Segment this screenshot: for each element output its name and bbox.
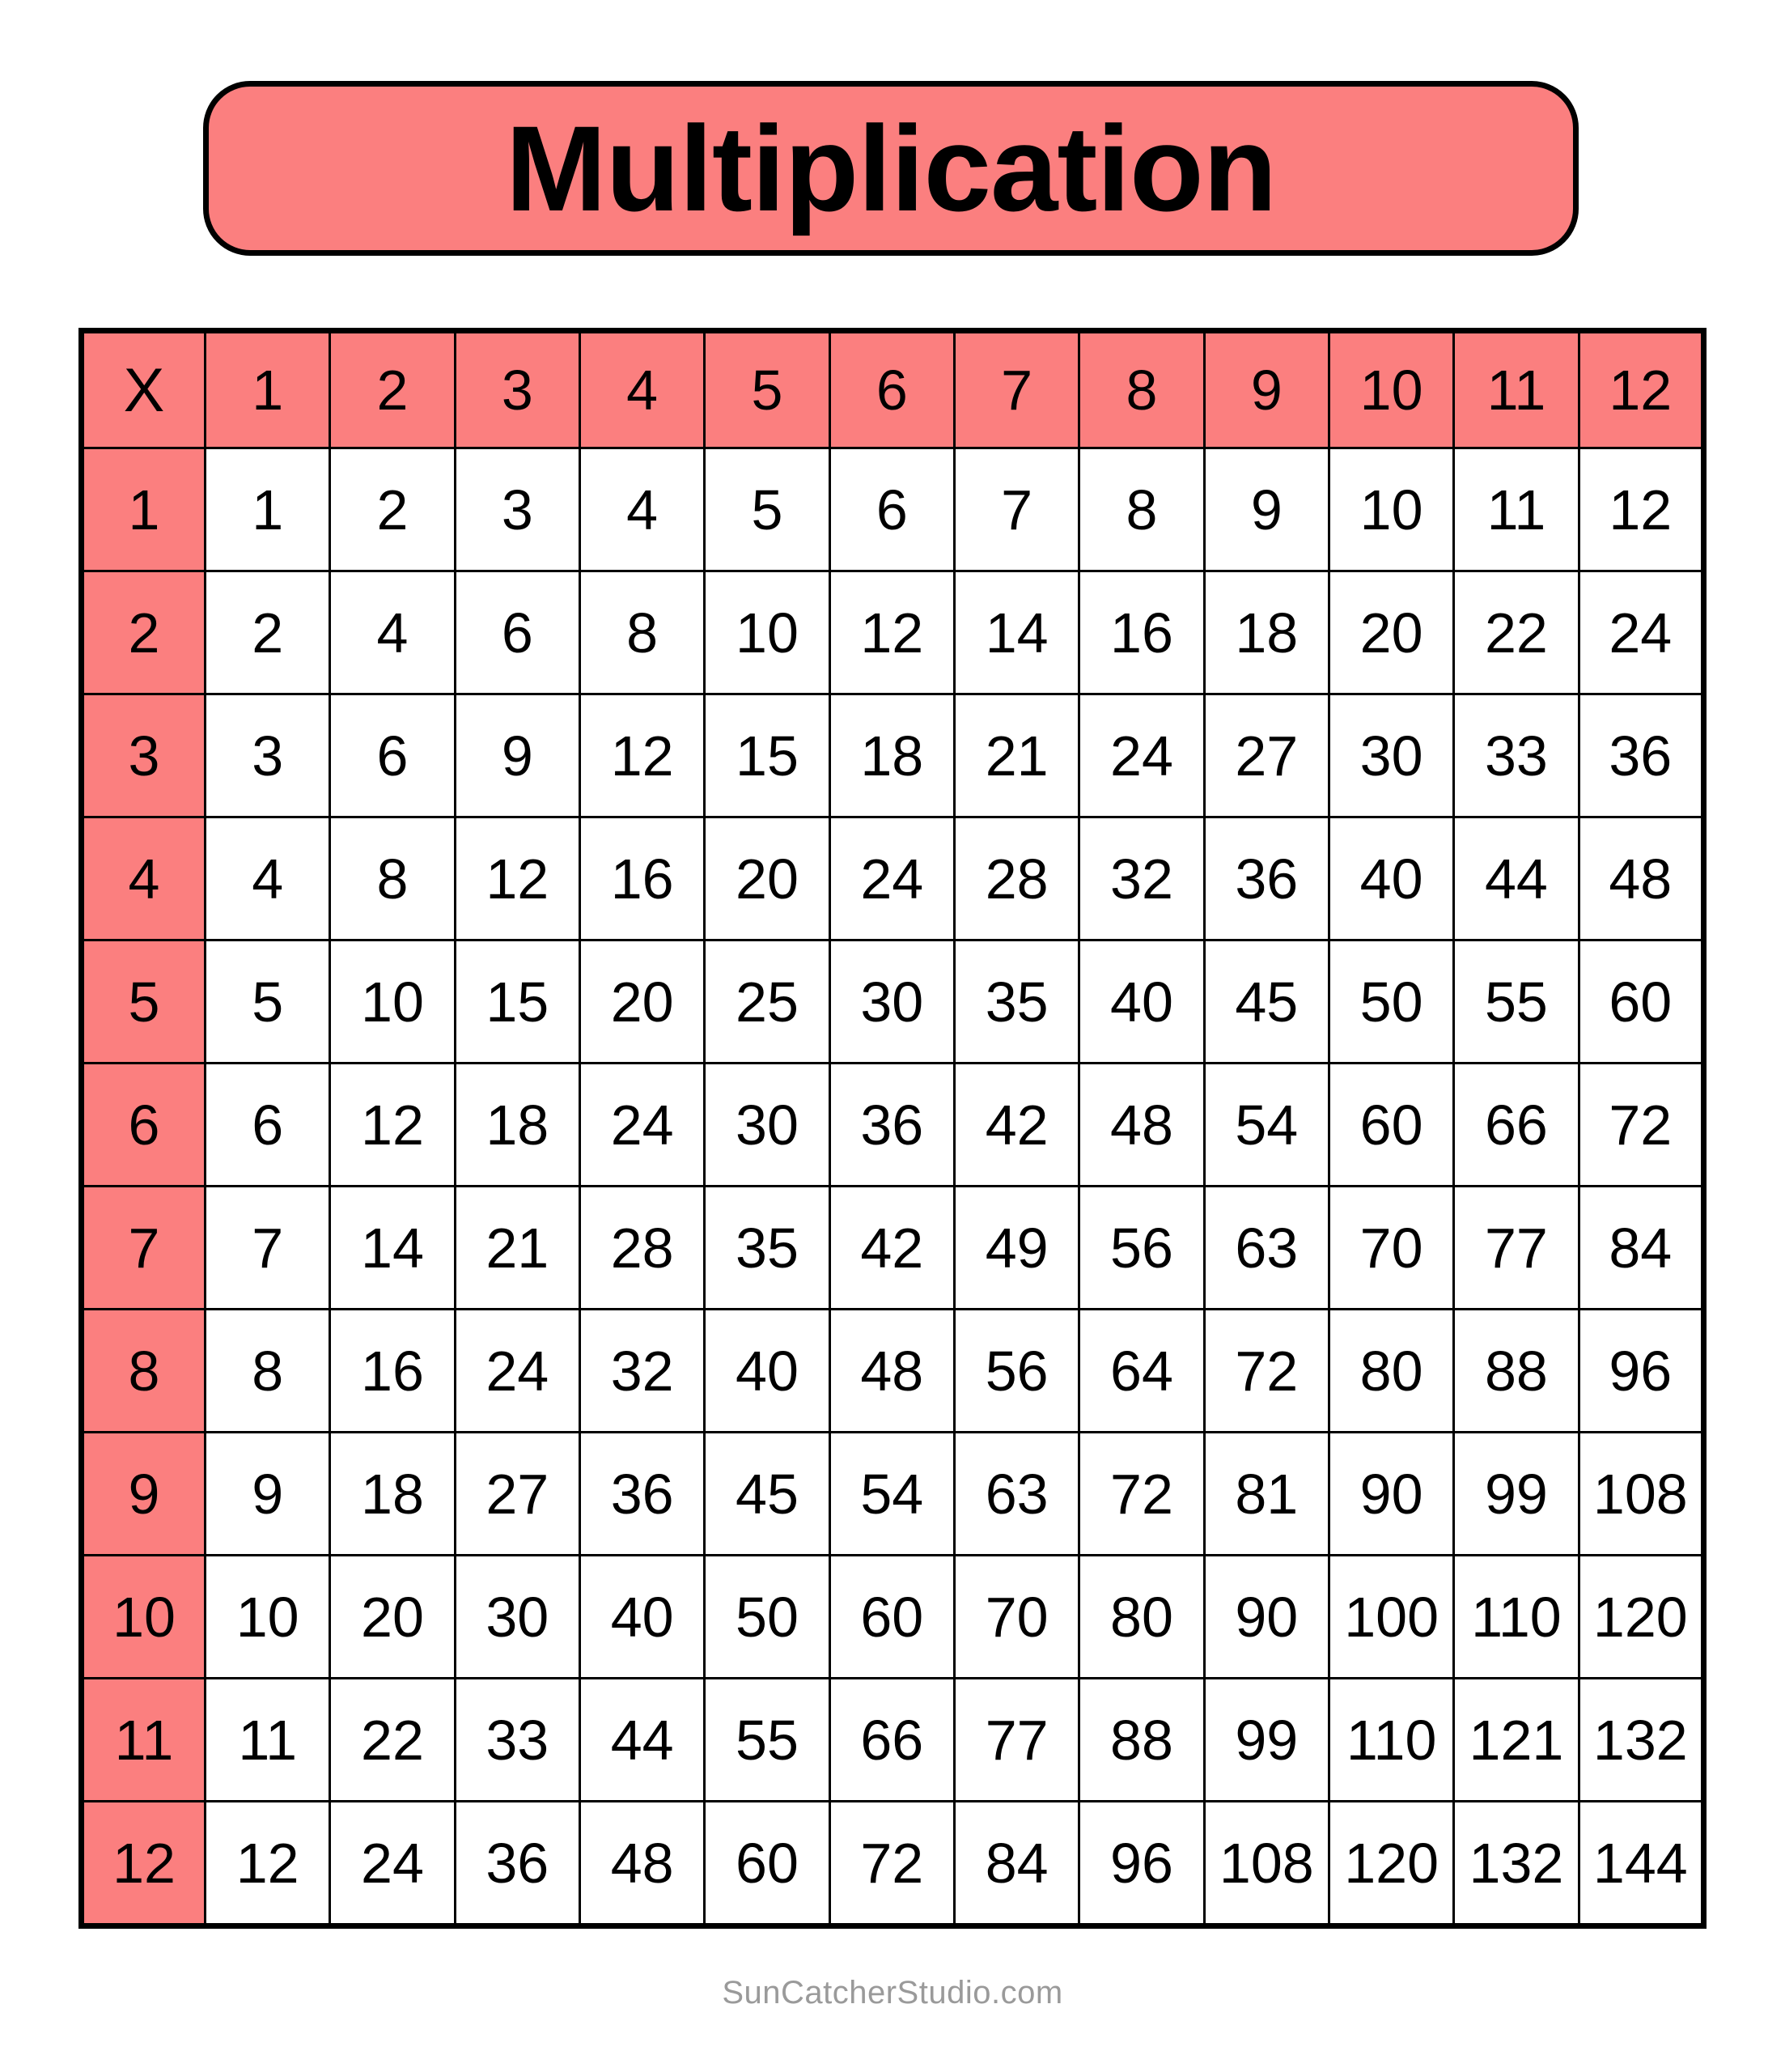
product-cell: 48 <box>579 1802 704 1926</box>
product-cell: 63 <box>1204 1187 1329 1310</box>
product-cell: 6 <box>829 448 954 571</box>
page-title: Multiplication <box>505 100 1277 236</box>
product-cell: 24 <box>330 1802 455 1926</box>
product-cell: 24 <box>455 1310 579 1433</box>
product-cell: 16 <box>330 1310 455 1433</box>
product-cell: 15 <box>455 940 579 1064</box>
product-cell: 5 <box>206 940 330 1064</box>
product-cell: 35 <box>705 1187 829 1310</box>
product-cell: 120 <box>1329 1802 1453 1926</box>
row-header-cell: 11 <box>82 1679 206 1802</box>
column-header-cell: 7 <box>954 331 1079 448</box>
column-header-cell: 1 <box>206 331 330 448</box>
product-cell: 20 <box>1329 571 1453 694</box>
product-cell: 33 <box>1454 694 1579 817</box>
product-cell: 72 <box>1579 1064 1703 1187</box>
product-cell: 49 <box>954 1187 1079 1310</box>
product-cell: 66 <box>829 1679 954 1802</box>
product-cell: 8 <box>579 571 704 694</box>
product-cell: 24 <box>1079 694 1204 817</box>
product-cell: 22 <box>1454 571 1579 694</box>
product-cell: 10 <box>705 571 829 694</box>
product-cell: 88 <box>1454 1310 1579 1433</box>
row-header-cell: 9 <box>82 1433 206 1556</box>
product-cell: 77 <box>1454 1187 1579 1310</box>
product-cell: 40 <box>579 1556 704 1679</box>
row-header-cell: 3 <box>82 694 206 817</box>
row-header-cell: 12 <box>82 1802 206 1926</box>
product-cell: 96 <box>1079 1802 1204 1926</box>
product-cell: 40 <box>705 1310 829 1433</box>
product-cell: 12 <box>206 1802 330 1926</box>
product-cell: 60 <box>1329 1064 1453 1187</box>
product-cell: 110 <box>1329 1679 1453 1802</box>
product-cell: 54 <box>1204 1064 1329 1187</box>
product-cell: 40 <box>1329 817 1453 940</box>
product-cell: 18 <box>330 1433 455 1556</box>
product-cell: 48 <box>1579 817 1703 940</box>
product-cell: 84 <box>954 1802 1079 1926</box>
product-cell: 108 <box>1579 1433 1703 1556</box>
product-cell: 22 <box>330 1679 455 1802</box>
table-row <box>82 940 1704 1064</box>
table-row <box>82 571 1704 694</box>
product-cell: 25 <box>705 940 829 1064</box>
product-cell: 4 <box>579 448 704 571</box>
product-cell: 72 <box>1204 1310 1329 1433</box>
title-banner <box>203 81 1579 256</box>
product-cell: 81 <box>1204 1433 1329 1556</box>
column-header-cell: 11 <box>1454 331 1579 448</box>
row-header-cell: 8 <box>82 1310 206 1433</box>
product-cell: 20 <box>330 1556 455 1679</box>
product-cell: 6 <box>206 1064 330 1187</box>
product-cell: 16 <box>1079 571 1204 694</box>
product-cell: 1 <box>206 448 330 571</box>
product-cell: 9 <box>455 694 579 817</box>
product-cell: 36 <box>1204 817 1329 940</box>
column-header-cell: 4 <box>579 331 704 448</box>
product-cell: 100 <box>1329 1556 1453 1679</box>
product-cell: 35 <box>954 940 1079 1064</box>
product-cell: 36 <box>455 1802 579 1926</box>
product-cell: 32 <box>579 1310 704 1433</box>
table-row <box>82 1679 1704 1802</box>
product-cell: 144 <box>1579 1802 1703 1926</box>
product-cell: 66 <box>1454 1064 1579 1187</box>
row-header-cell: 2 <box>82 571 206 694</box>
product-cell: 110 <box>1454 1556 1579 1679</box>
product-cell: 80 <box>1329 1310 1453 1433</box>
product-cell: 72 <box>1079 1433 1204 1556</box>
column-header-cell: 8 <box>1079 331 1204 448</box>
product-cell: 48 <box>829 1310 954 1433</box>
product-cell: 50 <box>705 1556 829 1679</box>
product-cell: 36 <box>579 1433 704 1556</box>
table-row <box>82 1064 1704 1187</box>
product-cell: 42 <box>954 1064 1079 1187</box>
product-cell: 9 <box>206 1433 330 1556</box>
multiplication-table <box>78 328 1707 1929</box>
product-cell: 28 <box>954 817 1079 940</box>
product-cell: 72 <box>829 1802 954 1926</box>
row-header-cell: 1 <box>82 448 206 571</box>
product-cell: 120 <box>1579 1556 1703 1679</box>
product-cell: 20 <box>705 817 829 940</box>
product-cell: 30 <box>455 1556 579 1679</box>
product-cell: 132 <box>1454 1802 1579 1926</box>
product-cell: 18 <box>1204 571 1329 694</box>
product-cell: 3 <box>455 448 579 571</box>
product-cell: 99 <box>1454 1433 1579 1556</box>
product-cell: 45 <box>705 1433 829 1556</box>
table-row <box>82 1802 1704 1926</box>
multiplication-table-container <box>78 328 1707 1929</box>
product-cell: 80 <box>1079 1556 1204 1679</box>
product-cell: 11 <box>206 1679 330 1802</box>
product-cell: 90 <box>1204 1556 1329 1679</box>
product-cell: 12 <box>829 571 954 694</box>
product-cell: 70 <box>954 1556 1079 1679</box>
table-row <box>82 694 1704 817</box>
table-row <box>82 1556 1704 1679</box>
product-cell: 6 <box>330 694 455 817</box>
product-cell: 7 <box>206 1187 330 1310</box>
product-cell: 56 <box>1079 1187 1204 1310</box>
column-header-cell: 10 <box>1329 331 1453 448</box>
product-cell: 10 <box>206 1556 330 1679</box>
product-cell: 36 <box>829 1064 954 1187</box>
table-row <box>82 448 1704 571</box>
product-cell: 24 <box>579 1064 704 1187</box>
product-cell: 15 <box>705 694 829 817</box>
table-corner-cell: X <box>82 331 206 448</box>
product-cell: 30 <box>829 940 954 1064</box>
product-cell: 8 <box>330 817 455 940</box>
product-cell: 10 <box>330 940 455 1064</box>
product-cell: 16 <box>579 817 704 940</box>
table-row <box>82 817 1704 940</box>
product-cell: 5 <box>705 448 829 571</box>
table-row <box>82 1187 1704 1310</box>
product-cell: 121 <box>1454 1679 1579 1802</box>
product-cell: 21 <box>954 694 1079 817</box>
product-cell: 99 <box>1204 1679 1329 1802</box>
product-cell: 96 <box>1579 1310 1703 1433</box>
product-cell: 21 <box>455 1187 579 1310</box>
row-header-cell: 7 <box>82 1187 206 1310</box>
product-cell: 12 <box>1579 448 1703 571</box>
column-header-cell: 6 <box>829 331 954 448</box>
column-header-cell: 9 <box>1204 331 1329 448</box>
product-cell: 7 <box>954 448 1079 571</box>
product-cell: 8 <box>206 1310 330 1433</box>
product-cell: 14 <box>330 1187 455 1310</box>
product-cell: 132 <box>1579 1679 1703 1802</box>
product-cell: 60 <box>829 1556 954 1679</box>
product-cell: 48 <box>1079 1064 1204 1187</box>
row-header-cell: 4 <box>82 817 206 940</box>
product-cell: 90 <box>1329 1433 1453 1556</box>
product-cell: 24 <box>1579 571 1703 694</box>
product-cell: 2 <box>330 448 455 571</box>
product-cell: 20 <box>579 940 704 1064</box>
product-cell: 77 <box>954 1679 1079 1802</box>
product-cell: 12 <box>579 694 704 817</box>
product-cell: 54 <box>829 1433 954 1556</box>
product-cell: 11 <box>1454 448 1579 571</box>
product-cell: 40 <box>1079 940 1204 1064</box>
product-cell: 9 <box>1204 448 1329 571</box>
product-cell: 28 <box>579 1187 704 1310</box>
product-cell: 30 <box>705 1064 829 1187</box>
product-cell: 63 <box>954 1433 1079 1556</box>
product-cell: 4 <box>206 817 330 940</box>
product-cell: 27 <box>455 1433 579 1556</box>
product-cell: 2 <box>206 571 330 694</box>
product-cell: 8 <box>1079 448 1204 571</box>
product-cell: 70 <box>1329 1187 1453 1310</box>
product-cell: 84 <box>1579 1187 1703 1310</box>
product-cell: 56 <box>954 1310 1079 1433</box>
product-cell: 18 <box>829 694 954 817</box>
product-cell: 64 <box>1079 1310 1204 1433</box>
product-cell: 50 <box>1329 940 1453 1064</box>
row-header-cell: 6 <box>82 1064 206 1187</box>
table-header-row <box>82 331 1704 448</box>
column-header-cell: 12 <box>1579 331 1703 448</box>
product-cell: 12 <box>455 817 579 940</box>
product-cell: 55 <box>1454 940 1579 1064</box>
row-header-cell: 5 <box>82 940 206 1064</box>
product-cell: 27 <box>1204 694 1329 817</box>
table-row <box>82 1310 1704 1433</box>
column-header-cell: 5 <box>705 331 829 448</box>
product-cell: 44 <box>1454 817 1579 940</box>
column-header-cell: 2 <box>330 331 455 448</box>
product-cell: 32 <box>1079 817 1204 940</box>
product-cell: 42 <box>829 1187 954 1310</box>
product-cell: 30 <box>1329 694 1453 817</box>
footer-credit: SunCatcherStudio.com <box>722 1975 1063 2010</box>
product-cell: 10 <box>1329 448 1453 571</box>
product-cell: 33 <box>455 1679 579 1802</box>
product-cell: 60 <box>705 1802 829 1926</box>
product-cell: 6 <box>455 571 579 694</box>
product-cell: 4 <box>330 571 455 694</box>
row-header-cell: 10 <box>82 1556 206 1679</box>
product-cell: 36 <box>1579 694 1703 817</box>
product-cell: 60 <box>1579 940 1703 1064</box>
product-cell: 14 <box>954 571 1079 694</box>
product-cell: 12 <box>330 1064 455 1187</box>
product-cell: 3 <box>206 694 330 817</box>
product-cell: 18 <box>455 1064 579 1187</box>
product-cell: 44 <box>579 1679 704 1802</box>
product-cell: 55 <box>705 1679 829 1802</box>
product-cell: 108 <box>1204 1802 1329 1926</box>
product-cell: 88 <box>1079 1679 1204 1802</box>
column-header-cell: 3 <box>455 331 579 448</box>
product-cell: 24 <box>829 817 954 940</box>
product-cell: 45 <box>1204 940 1329 1064</box>
table-row <box>82 1433 1704 1556</box>
